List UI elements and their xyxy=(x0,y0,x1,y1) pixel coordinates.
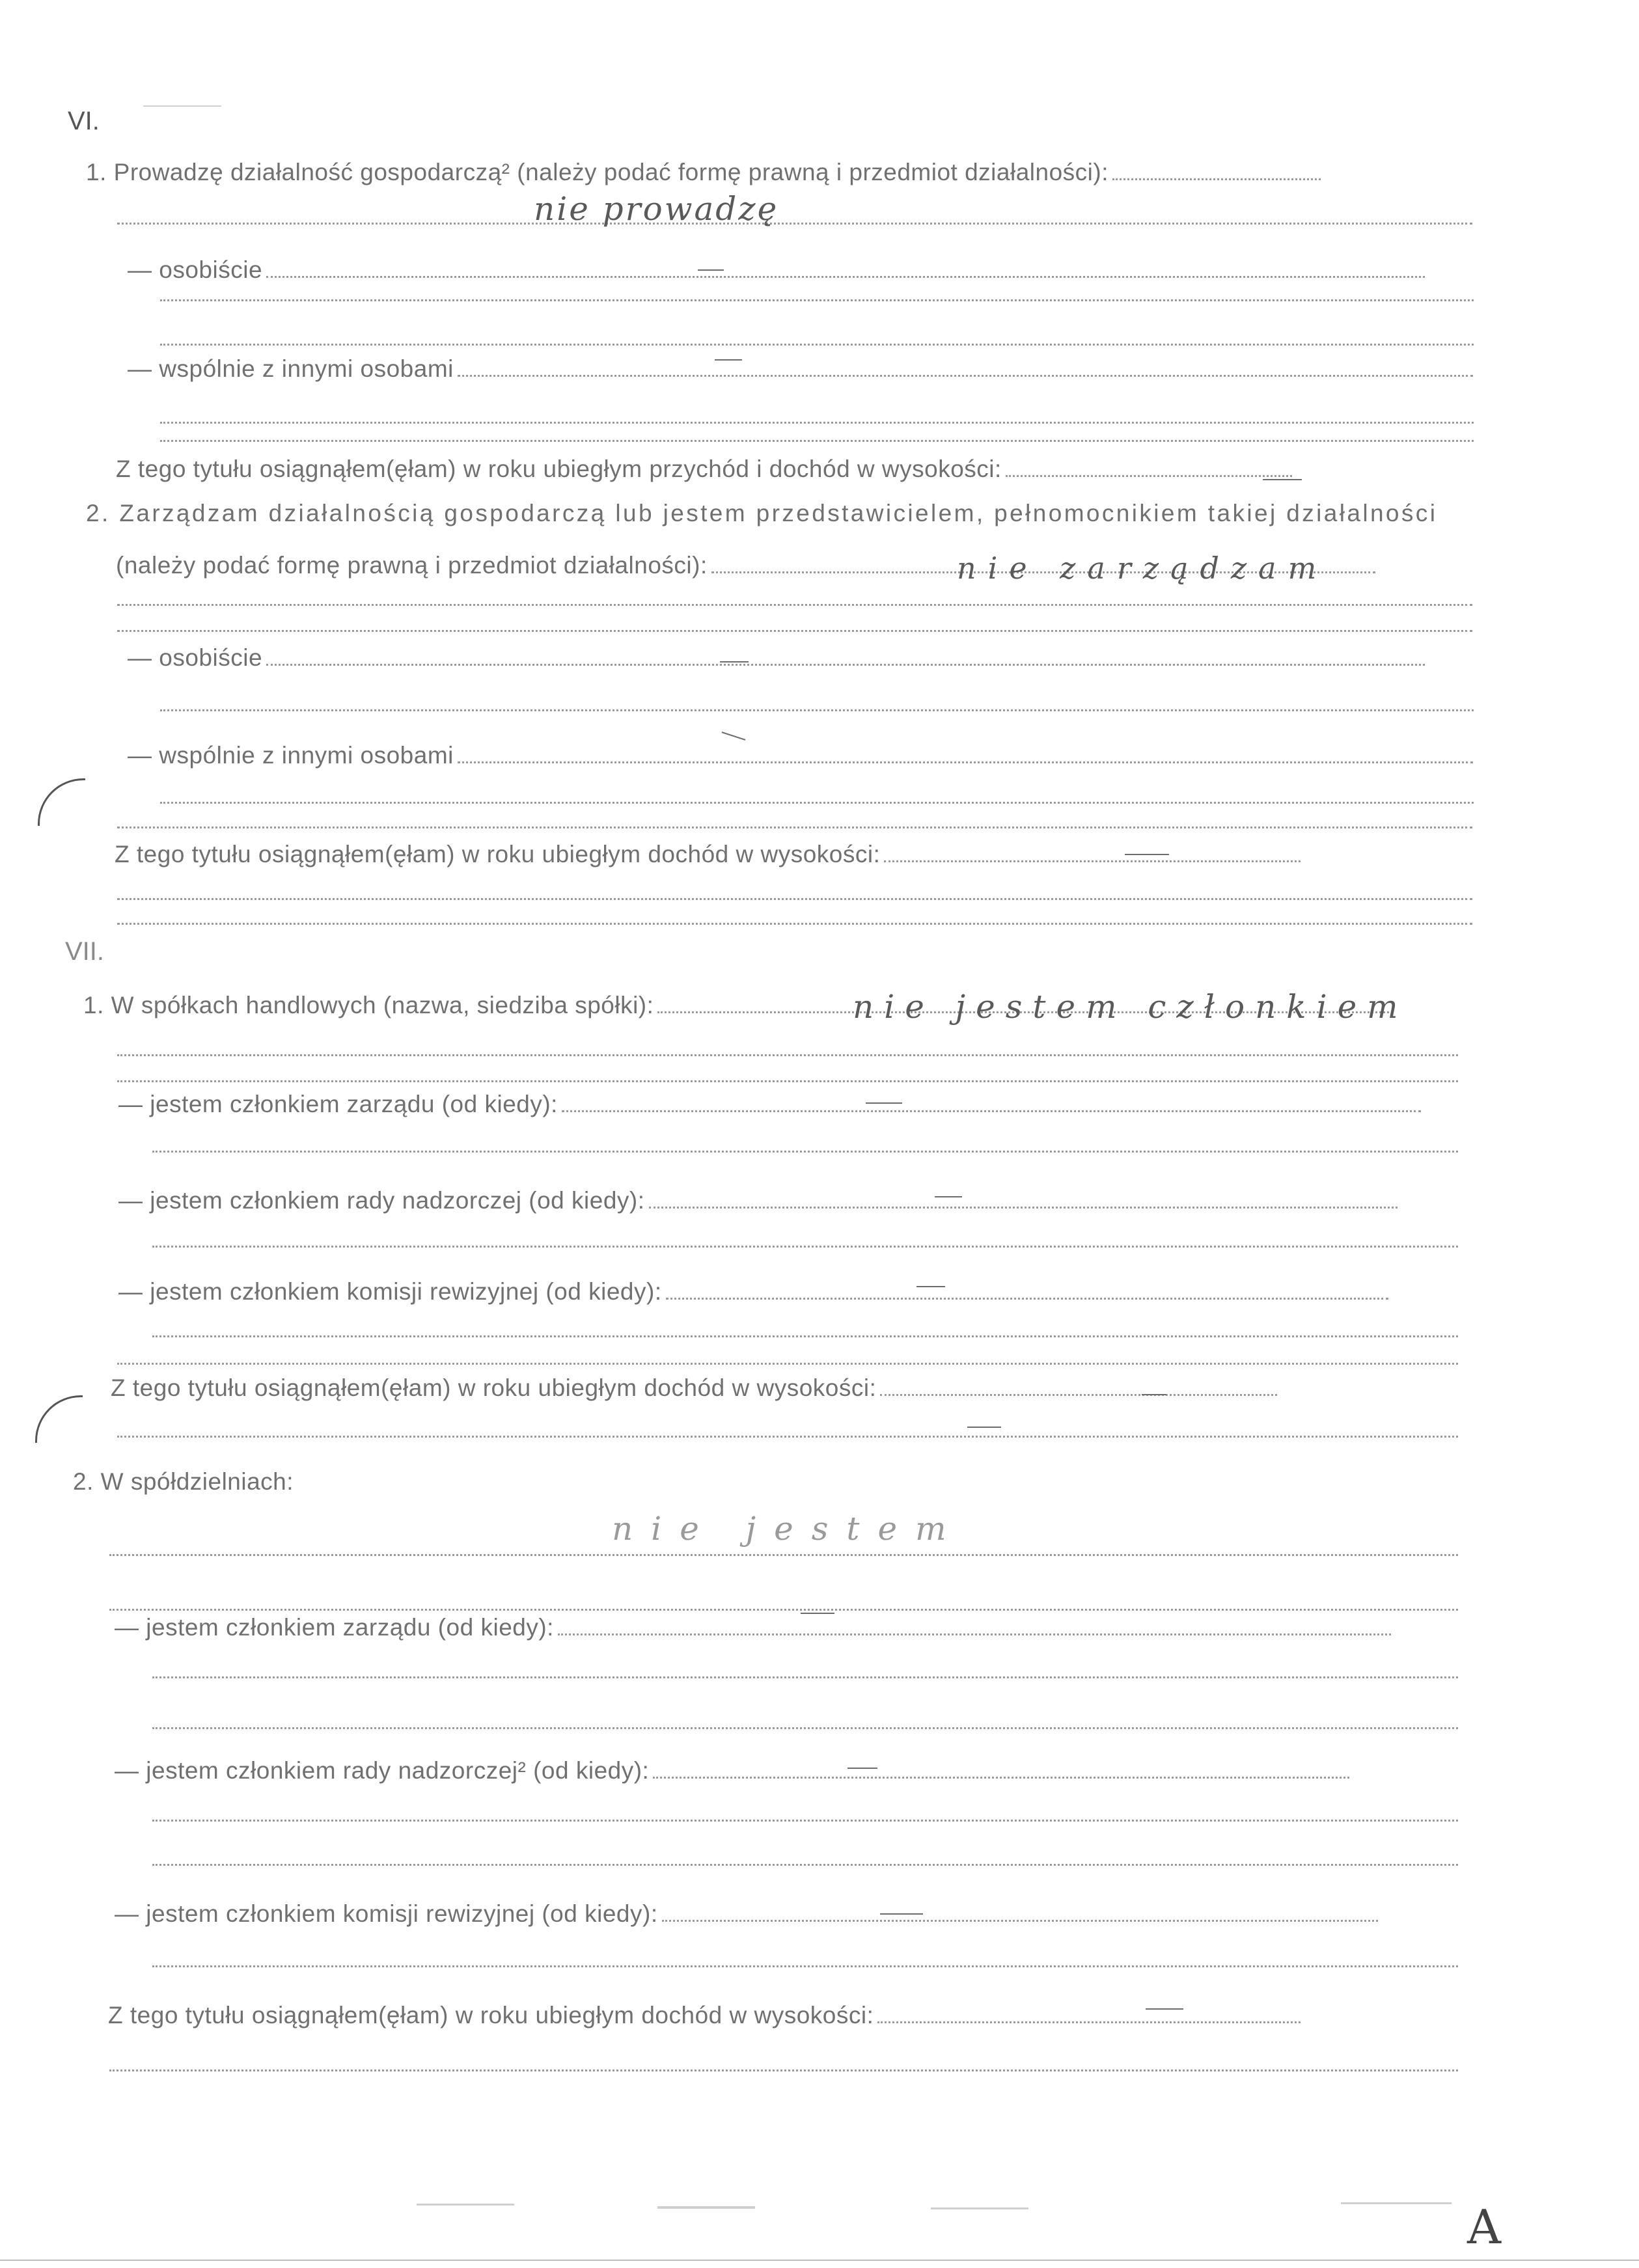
dotted-line xyxy=(109,1554,1458,1556)
vii-1-supervisory-text: — jestem członkiem rady nadzorczej (od kiedy): xyxy=(118,1187,645,1214)
dotted-line xyxy=(160,299,1474,301)
fill-line xyxy=(266,664,1425,666)
dotted-line xyxy=(109,2070,1458,2071)
fill-line xyxy=(558,1633,1391,1635)
vii-2-board xyxy=(115,1614,1391,1641)
vii-2-intro: 2. W spółdzielniach: xyxy=(73,1468,294,1495)
fill-line xyxy=(266,276,1425,278)
dotted-line xyxy=(117,1436,1458,1438)
vi-1-jointly xyxy=(128,355,1473,383)
scan-artifact xyxy=(1341,2202,1452,2204)
vi-2-handwritten-answer: nie zarządzam xyxy=(957,551,1329,586)
vii-2-income xyxy=(108,2002,1301,2029)
handwritten-dash xyxy=(880,1913,923,1915)
dotted-line xyxy=(109,1609,1458,1611)
punch-hole-mark xyxy=(35,1395,83,1443)
section-vii-label: VII. xyxy=(65,937,105,966)
vii-1-supervisory xyxy=(118,1187,1398,1214)
dotted-line xyxy=(152,1965,1458,1967)
dotted-line xyxy=(117,827,1472,828)
vi-2-intro-line1: 2. Zarządzam działalnością gospodarczą lub jestem przedstawicielem, pełnomocnikiem takiej działalności xyxy=(86,500,1438,526)
vi-2-intro-line2-text: (należy podać formę prawną i przedmiot działalności): xyxy=(116,552,708,579)
fill-line xyxy=(653,1777,1349,1779)
vi-1-personal-text: — osobiście xyxy=(128,256,263,283)
vii-2-board-text: — jestem członkiem zarządu (od kiedy): xyxy=(115,1614,554,1641)
dotted-line xyxy=(160,440,1474,442)
vii-1-income xyxy=(111,1374,1277,1402)
vii-1-board xyxy=(118,1091,1421,1118)
dotted-line xyxy=(152,1246,1458,1248)
dotted-line xyxy=(117,898,1472,900)
dotted-line xyxy=(117,1363,1458,1365)
section-vi-label: VI. xyxy=(68,107,100,135)
footer-initials: A xyxy=(1467,2200,1501,2254)
scan-artifact xyxy=(657,2206,755,2209)
vii-1-intro-text: 1. W spółkach handlowych (nazwa, siedziba spółki): xyxy=(83,992,654,1018)
vii-2-audit-text: — jestem członkiem komisji rewizyjnej (od kiedy): xyxy=(115,1900,658,1927)
vii-1-handwritten-answer: nie jestem członkiem xyxy=(853,988,1409,1026)
vi-1-intro-text: 1. Prowadzę działalność gospodarczą² (należy podać formę prawną i przedmiot działalności): xyxy=(86,159,1109,185)
fill-line xyxy=(649,1207,1398,1209)
dotted-line xyxy=(152,1864,1458,1866)
vi-1-intro xyxy=(86,159,1321,186)
handwritten-dash xyxy=(847,1768,877,1769)
punch-hole-mark xyxy=(38,778,85,826)
dotted-line xyxy=(152,1335,1458,1337)
vi-1-personal xyxy=(128,256,1425,284)
scan-edge-line xyxy=(0,2260,1639,2261)
vi-2-income-text: Z tego tytułu osiągnąłem(ęłam) w roku ubiegłym dochód w wysokości: xyxy=(115,841,881,868)
fill-line xyxy=(1112,178,1321,180)
dotted-line xyxy=(117,923,1472,925)
dotted-line xyxy=(160,422,1474,424)
scan-artifact xyxy=(931,2207,1028,2209)
fill-line xyxy=(662,1920,1378,1922)
fill-line xyxy=(458,375,1473,377)
vi-1-income-text: Z tego tytułu osiągnąłem(ęłam) w roku ubiegłym przychód i dochód w wysokości: xyxy=(116,456,1002,482)
dotted-line xyxy=(160,802,1474,804)
dotted-line xyxy=(160,344,1474,346)
handwritten-dash xyxy=(720,661,749,663)
dotted-line xyxy=(117,630,1472,632)
dotted-line xyxy=(152,1820,1458,1822)
handwritten-dash xyxy=(1142,1394,1166,1395)
vi-1-income xyxy=(116,456,1292,483)
fill-line xyxy=(458,761,1473,763)
handwritten-dash xyxy=(715,359,742,361)
header-rule xyxy=(143,105,221,107)
vi-2-personal-text: — osobiście xyxy=(128,644,263,671)
scan-artifact xyxy=(417,2204,514,2206)
dotted-line xyxy=(152,1676,1458,1678)
handwritten-dash xyxy=(866,1102,902,1104)
dotted-line xyxy=(160,709,1474,711)
dotted-line xyxy=(117,223,1472,225)
vii-1-board-text: — jestem członkiem zarządu (od kiedy): xyxy=(118,1091,558,1117)
handwritten-dash xyxy=(935,1196,962,1197)
handwritten-dash xyxy=(722,731,746,741)
vi-1-jointly-text: — wspólnie z innymi osobami xyxy=(128,355,454,382)
handwritten-dash xyxy=(1146,2008,1183,2010)
fill-line xyxy=(666,1298,1388,1300)
vii-2-supervisory xyxy=(115,1757,1349,1784)
vii-2-handwritten-answer: nie jestem xyxy=(612,1510,965,1548)
handwritten-dash xyxy=(1125,854,1169,855)
fill-line xyxy=(884,860,1301,862)
dotted-line xyxy=(152,1151,1458,1153)
vi-2-jointly xyxy=(128,742,1473,769)
vii-1-audit-text: — jestem członkiem komisji rewizyjnej (od kiedy): xyxy=(118,1278,662,1305)
vi-2-jointly-text: — wspólnie z innymi osobami xyxy=(128,742,454,769)
vi-1-handwritten-answer: nie prowadzę xyxy=(534,190,779,228)
dotted-line xyxy=(117,1080,1458,1082)
handwritten-dash xyxy=(801,1613,834,1614)
handwritten-dash xyxy=(916,1286,945,1287)
vii-2-income-text: Z tego tytułu osiągnąłem(ęłam) w roku ubiegłym dochód w wysokości: xyxy=(108,2002,874,2029)
fill-line xyxy=(877,2021,1301,2023)
handwritten-dash xyxy=(967,1427,1001,1428)
vii-1-income-text: Z tego tytułu osiągnąłem(ęłam) w roku ubiegłym dochód w wysokości: xyxy=(111,1374,877,1401)
fill-line xyxy=(562,1110,1421,1112)
dotted-line xyxy=(117,1054,1458,1056)
vi-2-personal xyxy=(128,644,1425,672)
handwritten-dash xyxy=(698,269,724,271)
vi-2-income xyxy=(115,841,1301,868)
dotted-line xyxy=(152,1727,1458,1729)
vii-2-audit xyxy=(115,1900,1378,1928)
dotted-line xyxy=(117,604,1472,606)
vii-2-supervisory-text: — jestem członkiem rady nadzorczej² (od kiedy): xyxy=(115,1757,650,1784)
vii-1-audit xyxy=(118,1278,1388,1305)
handwritten-dash xyxy=(1263,479,1302,480)
fill-line xyxy=(880,1394,1277,1396)
fill-line xyxy=(1006,475,1292,477)
